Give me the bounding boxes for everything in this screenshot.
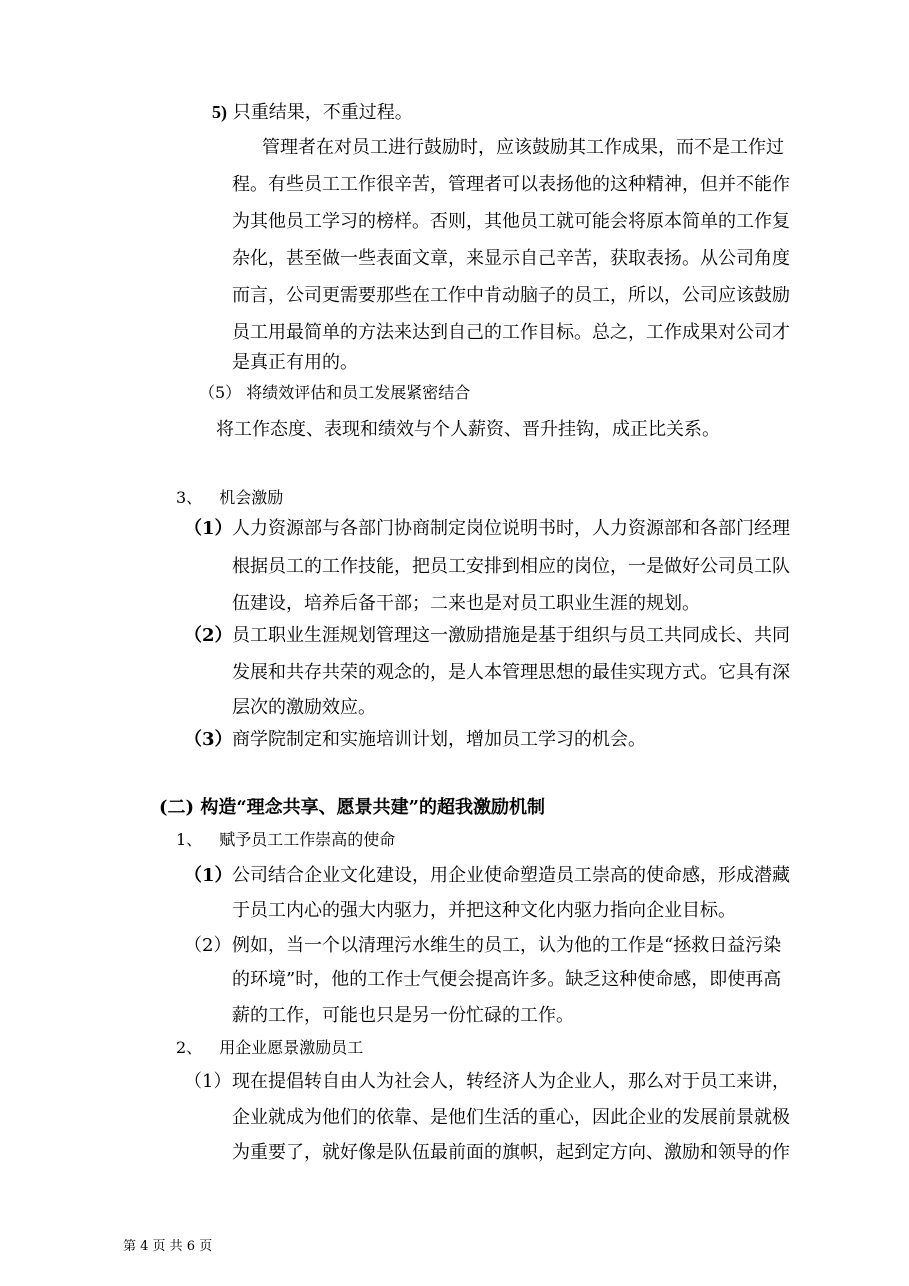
paragraph-line: 是真正有用的。	[232, 352, 358, 373]
item-5-heading	[199, 381, 470, 405]
list-item-number: （1）	[184, 1071, 232, 1092]
section-5-heading	[212, 100, 413, 125]
item-title: 将绩效评估和员工发展紧密结合	[246, 383, 471, 402]
heading-text: 只重结果，不重过程。	[232, 102, 413, 123]
list-item-line: 层次的激励效应。	[232, 697, 376, 718]
list-item-number: （2）	[184, 935, 232, 956]
list-item-line: 人力资源部与各部门协商制定岗位说明书时，人力资源部和各部门经理	[232, 518, 790, 539]
paragraph-line: 管理者在对员工进行鼓励时，应该鼓励其工作成果，而不是工作过	[262, 137, 784, 158]
list-item-line: 商学院制定和实施培训计划，增加员工学习的机会。	[232, 729, 646, 750]
subsection-1-heading	[176, 828, 395, 852]
heading-number: 5)	[212, 102, 227, 122]
subsection-number: 1、	[176, 830, 203, 849]
item-number: （5）	[199, 383, 242, 402]
list-item-line: 伍建设，培养后备干部；二来也是对员工职业生涯的规划。	[232, 593, 700, 614]
list-item-line: 薪的工作，可能也只是另一份忙碌的工作。	[232, 1005, 574, 1026]
list-item-line: 根据员工的工作技能，把员工安排到相应的岗位，一是做好公司员工队	[232, 556, 790, 577]
list-item-line: 例如，当一个以清理污水维生的员工，认为他的工作是“拯救日益污染	[232, 935, 782, 956]
list-item-line: 员工职业生涯规划管理这一激励措施是基于组织与员工共同成长、共同	[232, 625, 790, 646]
paragraph-line: 为其他员工学习的榜样。否则，其他员工就可能会将原本简单的工作复	[232, 211, 790, 232]
list-item-line: 现在提倡转自由人为社会人，转经济人为企业人，那么对于员工来讲，	[232, 1071, 790, 1092]
subsection-title: 用企业愿景激励员工	[219, 1038, 364, 1057]
paragraph-line: 程。有些员工工作很辛苦，管理者可以表扬他的这种精神，但并不能作	[232, 174, 790, 195]
list-item-line: 为重要了，就好像是队伍最前面的旗帜，起到定方向、激励和领导的作	[232, 1142, 790, 1163]
list-item-line: 企业就成为他们的依靠、是他们生活的重心，因此企业的发展前景就极	[232, 1107, 790, 1128]
part-title: 构造“理念共享、愿景共建”的超我激励机制	[200, 797, 546, 818]
section-number: 3、	[176, 488, 203, 507]
list-item-number: （3）	[184, 729, 233, 750]
list-item-number: （2）	[184, 625, 233, 646]
section-3-heading	[176, 486, 283, 510]
item-5-body: 将工作态度、表现和绩效与个人薪资、晋升挂钩，成正比关系。	[216, 419, 720, 440]
page-footer: 第 4 页 共 6 页	[123, 1239, 213, 1254]
list-item-line: 于员工内心的强大内驱力，并把这种文化内驱力指向企业目标。	[232, 900, 736, 921]
list-item-line: 的环境”时，他的工作士气便会提高许多。缺乏这种使命感，即使再高	[232, 969, 782, 990]
subsection-title: 赋予员工工作崇高的使命	[219, 830, 396, 849]
list-item-number: （1）	[184, 865, 233, 886]
part-2-heading	[159, 796, 545, 820]
paragraph-line: 而言，公司更需要那些在工作中肯动脑子的员工，所以，公司应该鼓励	[232, 285, 790, 306]
paragraph-line: 杂化，甚至做一些表面文章，来显示自己辛苦，获取表扬。从公司角度	[232, 248, 790, 269]
section-title: 机会激励	[219, 488, 284, 507]
list-item-line: 公司结合企业文化建设，用企业使命塑造员工崇高的使命感，形成潜藏	[232, 865, 790, 886]
list-item-number: （1）	[184, 518, 233, 539]
subsection-2-heading	[176, 1036, 363, 1060]
paragraph-line: 员工用最简单的方法来达到自己的工作目标。总之，工作成果对公司才	[232, 322, 790, 343]
list-item-line: 发展和共存共荣的观念的，是人本管理思想的最佳实现方式。它具有深	[232, 662, 790, 683]
subsection-number: 2、	[176, 1038, 203, 1057]
part-number: (二)	[159, 797, 195, 818]
